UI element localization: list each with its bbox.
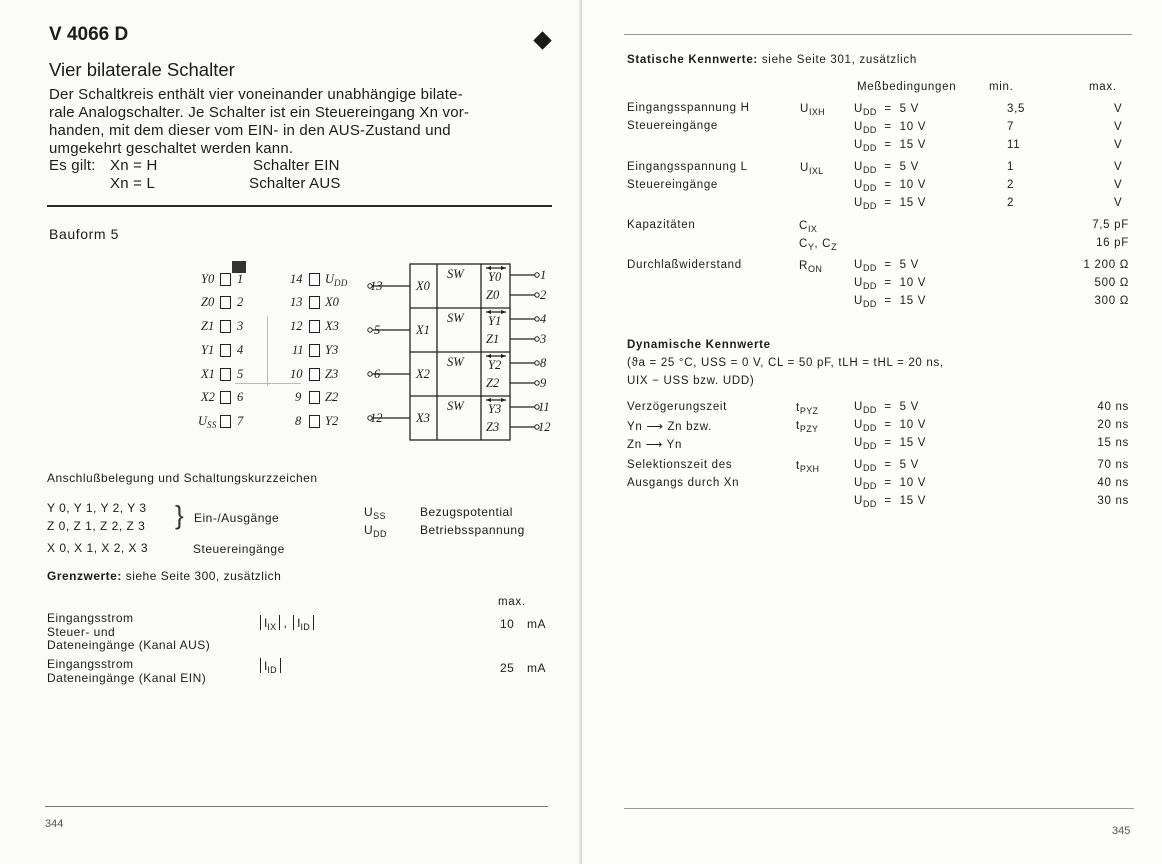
- ron-symbol: $R_{ON}$: [799, 260, 823, 274]
- vih-max-3: V: [1114, 139, 1123, 151]
- sel-cond-3: $U_{DD} = 15$ V: [854, 495, 927, 509]
- sw3-sw: SW: [447, 399, 464, 413]
- row1-symbol: $I_{IX}$ , $I_{ID}$: [257, 615, 317, 632]
- ic-guide-line: [235, 383, 301, 384]
- pin-num-9: 9: [295, 390, 302, 404]
- pin-name-6: X2: [201, 390, 215, 404]
- legend-x-desc: Steuereingänge: [193, 542, 285, 556]
- col-cond-header: Meßbedingungen: [857, 81, 957, 93]
- row2-value: 25: [500, 661, 515, 675]
- sel-cond-1: $U_{DD} = 5$ V: [854, 459, 919, 473]
- vil-min-2: 2: [1007, 179, 1015, 191]
- sw0-y: Y0: [488, 270, 502, 284]
- sel-max-2: 40 ns: [1097, 477, 1129, 489]
- vil-label-2: Steuereingänge: [627, 179, 719, 191]
- delay-cond-2: $U_{DD} = 10$ V: [854, 419, 927, 433]
- cap-value-2: 16 pF: [1096, 237, 1129, 249]
- sw2-z-pin: 9: [540, 376, 547, 390]
- sw0-z-pin: 2: [540, 288, 547, 302]
- sw2-y-pin: 8: [540, 356, 547, 370]
- delay-max-2: 20 ns: [1097, 419, 1129, 431]
- header-rule: [624, 34, 1132, 35]
- page-subtitle: Vier bilaterale Schalter: [49, 59, 235, 80]
- sw3-z: Z3: [486, 420, 500, 434]
- vil-symbol: $U_{IXL}$: [800, 162, 824, 176]
- intro-line-3: handen, mit dem dieser vom EIN- in den AUS-Zustand und: [49, 122, 451, 139]
- col-min-header: min.: [989, 81, 1014, 93]
- pin-num-3: 3: [237, 319, 244, 333]
- pin-box: [220, 296, 231, 309]
- pin-num-4: 4: [237, 343, 244, 357]
- intro-line-2: rale Analogschalter. Je Schalter ist ein Steuereingang Xn vor-: [49, 104, 470, 121]
- vil-cond-3: $U_{DD} = 15$ V: [854, 197, 927, 211]
- sw1-z-pin: 3: [540, 332, 547, 346]
- sw3-x: X3: [416, 411, 430, 425]
- intro-line-4: umgekehrt geschaltet werden kann.: [49, 140, 294, 157]
- sw1-x: X1: [416, 323, 430, 337]
- pin-num-5: 5: [237, 367, 244, 381]
- pin-box: [309, 391, 320, 404]
- esgilt-label: Es gilt:: [49, 157, 96, 174]
- rule1-left: Xn = H: [110, 157, 158, 174]
- legend-udd: $U_{DD}$: [364, 523, 387, 539]
- pin-name-9: Z2: [325, 390, 339, 404]
- sw2-sw: SW: [447, 355, 464, 369]
- vih-cond-2: $U_{DD} = 10$ V: [854, 121, 927, 135]
- delay-cond-3: $U_{DD} = 15$ V: [854, 437, 927, 451]
- max-header: max.: [498, 596, 526, 608]
- pin-box: [220, 415, 231, 428]
- pin-name-4: Y1: [201, 343, 215, 357]
- page-number: 345: [1112, 825, 1131, 837]
- legend-brace: }: [175, 500, 184, 530]
- cap-label: Kapazitäten: [627, 219, 696, 231]
- delay-label-1: Verzögerungszeit: [627, 401, 728, 413]
- pin-name-13: X0: [325, 295, 339, 309]
- pin-box: [309, 296, 320, 309]
- pin-name-3: Z1: [201, 319, 215, 333]
- right-page: [582, 0, 1162, 864]
- dyn-title: Dynamische Kennwerte: [627, 339, 771, 351]
- ron-cond-1: $U_{DD} = 5$ V: [854, 259, 919, 273]
- sel-max-3: 30 ns: [1097, 495, 1129, 507]
- schematic-lines: [360, 258, 560, 448]
- delay-label-3: Zn ⟶ Yn: [627, 439, 683, 451]
- cap-symbol-1: $C_{IX}$: [799, 220, 818, 234]
- pin-num-1: 1: [237, 272, 244, 286]
- pin-box: [220, 391, 231, 404]
- pin-name-7: $U_{SS}$: [198, 414, 217, 430]
- vih-max-2: V: [1114, 121, 1123, 133]
- delay-symbol-2: $t_{PZY}$: [796, 420, 819, 434]
- vil-label-1: Eingangsspannung L: [627, 161, 748, 173]
- row1-value: 10: [500, 617, 515, 631]
- sw0-x: X0: [416, 279, 430, 293]
- section-divider: [47, 205, 552, 207]
- ron-cond-3: $U_{DD} = 15$ V: [854, 295, 927, 309]
- vih-cond-3: $U_{DD} = 15$ V: [854, 139, 927, 153]
- vih-max-1: V: [1114, 103, 1123, 115]
- sw3-y: Y3: [488, 402, 502, 416]
- ron-max-2: 500 Ω: [1094, 277, 1129, 289]
- cap-value-1: 7,5 pF: [1092, 219, 1129, 231]
- vih-label-1: Eingangsspannung H: [627, 102, 750, 114]
- pin-num-13: 13: [290, 295, 303, 309]
- row1-unit: mA: [527, 617, 546, 631]
- pin-name-11: Y3: [325, 343, 339, 357]
- sw0-sw: SW: [447, 267, 464, 281]
- pin-num-12: 12: [290, 319, 303, 333]
- sw2-z: Z2: [486, 376, 500, 390]
- anschluss-title: Anschlußbelegung und Schaltungskurzzeichen: [47, 471, 318, 485]
- legend-x: X 0, X 1, X 2, X 3: [47, 541, 149, 555]
- legend-z: Z 0, Z 1, Z 2, Z 3: [47, 519, 146, 533]
- sel-label-2: Ausgangs durch Xn: [627, 477, 740, 489]
- sw3-y-pin: 11: [538, 400, 550, 414]
- sel-symbol: $t_{PXH}$: [796, 460, 820, 474]
- vih-min-2: 7: [1007, 121, 1015, 133]
- sw1-in-pin: 5: [374, 323, 381, 337]
- pin-box: [220, 273, 231, 286]
- sw0-in-pin: 13: [370, 279, 383, 293]
- sw2-y: Y2: [488, 358, 502, 372]
- sw2-in-pin: 6: [374, 367, 381, 381]
- pin-box: [309, 344, 320, 357]
- delay-max-3: 15 ns: [1097, 437, 1129, 449]
- pin-num-11: 11: [292, 343, 304, 357]
- ron-cond-2: $U_{DD} = 10$ V: [854, 277, 927, 291]
- pin-num-2: 2: [237, 295, 244, 309]
- rule1-right: Schalter EIN: [253, 157, 340, 174]
- legend-yz-desc: Ein-/Ausgänge: [194, 511, 280, 525]
- pin-name-2: Z0: [201, 295, 215, 309]
- dyn-cond-2: UIX − USS bzw. UDD): [627, 375, 755, 387]
- pin-name-8: Y2: [325, 414, 339, 428]
- ron-max-1: 1 200 Ω: [1083, 259, 1129, 271]
- vih-min-3: 11: [1007, 139, 1021, 151]
- sel-cond-2: $U_{DD} = 10$ V: [854, 477, 927, 491]
- pin-box: [220, 368, 231, 381]
- pin-box: [309, 273, 320, 286]
- rule2-left: Xn = L: [110, 175, 155, 192]
- pin-box: [220, 320, 231, 333]
- vih-symbol: $U_{IXH}$: [800, 103, 825, 117]
- sw0-y-pin: 1: [540, 268, 547, 282]
- static-heading: Statische Kennwerte: siehe Seite 301, zusätzlich: [627, 54, 917, 66]
- grenzwerte-line: Grenzwerte: siehe Seite 300, zusätzlich: [47, 569, 282, 583]
- pin-num-14: 14: [290, 272, 303, 286]
- sw1-y-pin: 4: [540, 312, 547, 326]
- page-title: V 4066 D: [49, 24, 129, 45]
- sw3-in-pin: 12: [370, 411, 383, 425]
- vil-max-3: V: [1114, 197, 1123, 209]
- legend-uss: $U_{SS}$: [364, 505, 386, 521]
- pin-box: [309, 415, 320, 428]
- delay-max-1: 40 ns: [1097, 401, 1129, 413]
- pin-box: [309, 368, 320, 381]
- vil-max-2: V: [1114, 179, 1123, 191]
- vih-cond-1: $U_{DD} = 5$ V: [854, 103, 919, 117]
- pin-name-14: $U_{DD}$: [325, 272, 348, 288]
- col-max-header: max.: [1089, 81, 1117, 93]
- sel-max-1: 70 ns: [1097, 459, 1129, 471]
- vil-min-1: 1: [1007, 161, 1015, 173]
- sw1-z: Z1: [486, 332, 500, 346]
- pin-name-1: Y0: [201, 272, 215, 286]
- diamond-logo-icon: [533, 31, 551, 49]
- vih-min-1: 3,5: [1007, 103, 1026, 115]
- pin-name-10: Z3: [325, 367, 339, 381]
- sw3-z-pin: 12: [538, 420, 551, 434]
- pin-num-10: 10: [290, 367, 303, 381]
- sw0-z: Z0: [486, 288, 500, 302]
- ic-body: [232, 263, 318, 433]
- sw1-y: Y1: [488, 314, 502, 328]
- footer-rule: [45, 806, 548, 807]
- ron-label: Durchlaßwiderstand: [627, 259, 742, 271]
- bauform-label: Bauform 5: [49, 226, 119, 242]
- page-number: 344: [45, 818, 64, 830]
- pin-name-12: X3: [325, 319, 339, 333]
- delay-label-2: Yn ⟶ Zn bzw.: [627, 421, 712, 433]
- legend-y: Y 0, Y 1, Y 2, Y 3: [47, 501, 147, 515]
- pin-num-8: 8: [295, 414, 302, 428]
- pin-name-5: X1: [201, 367, 215, 381]
- ron-max-3: 300 Ω: [1094, 295, 1129, 307]
- legend-uss-desc: Bezugspotential: [420, 505, 513, 519]
- sw1-sw: SW: [447, 311, 464, 325]
- pin-num-7: 7: [237, 414, 244, 428]
- vil-min-3: 2: [1007, 197, 1015, 209]
- ic-guide-line: [267, 316, 268, 386]
- row2-symbol: $I_{ID}$: [257, 658, 284, 675]
- sel-label-1: Selektionszeit des: [627, 459, 733, 471]
- rule2-right: Schalter AUS: [249, 175, 341, 192]
- delay-cond-1: $U_{DD} = 5$ V: [854, 401, 919, 415]
- legend-udd-desc: Betriebsspannung: [420, 523, 525, 537]
- row2-label: Eingangsstrom Dateneingänge (Kanal EIN): [47, 657, 207, 685]
- row1-label: Eingangsstrom Steuer- und Dateneingänge (Kanal AUS): [47, 611, 211, 652]
- vih-label-2: Steuereingänge: [627, 120, 719, 132]
- delay-symbol-1: $t_{PYZ}$: [796, 402, 819, 416]
- intro-line-1: Der Schaltkreis enthält vier voneinander unabhängige bilate-: [49, 86, 463, 103]
- vil-cond-2: $U_{DD} = 10$ V: [854, 179, 927, 193]
- pin-box: [220, 344, 231, 357]
- pin-box: [309, 320, 320, 333]
- cap-symbol-2: $C_Y$, $C_Z$: [799, 238, 837, 252]
- dyn-cond-1: (ϑa = 25 °C, USS = 0 V, CL = 50 pF, tLH = tHL = 20 ns,: [627, 357, 944, 369]
- vil-cond-1: $U_{DD} = 5$ V: [854, 161, 919, 175]
- pin-num-6: 6: [237, 390, 244, 404]
- vil-max-1: V: [1114, 161, 1123, 173]
- row2-unit: mA: [527, 661, 546, 675]
- footer-rule: [624, 808, 1134, 809]
- sw2-x: X2: [416, 367, 430, 381]
